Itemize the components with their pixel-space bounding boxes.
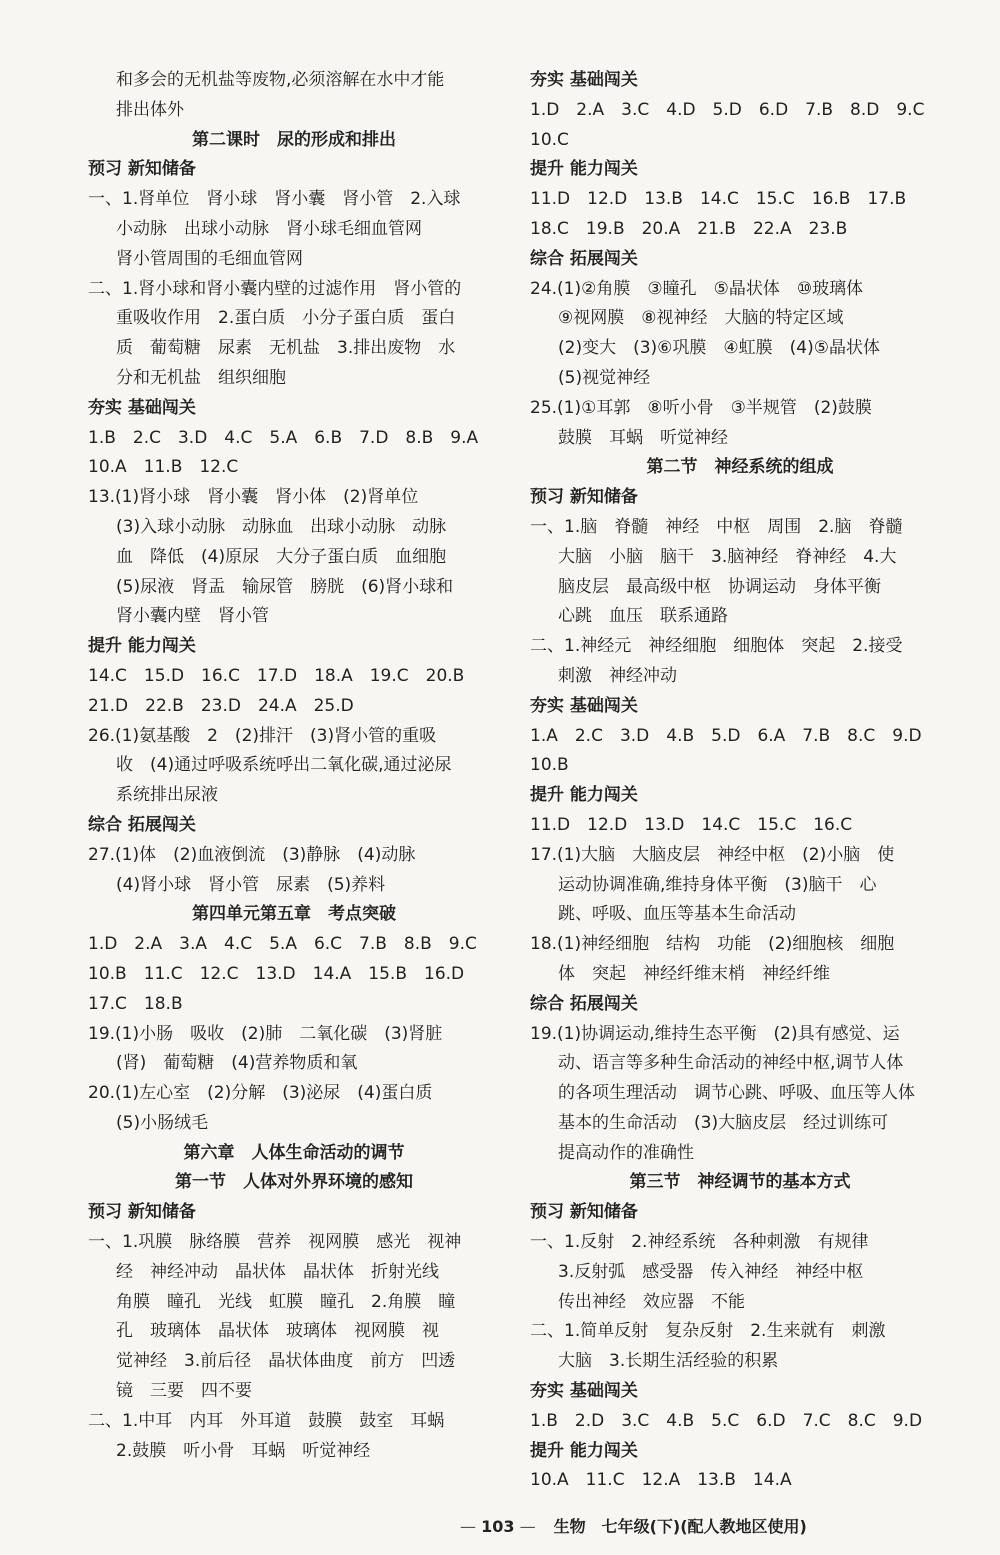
answer-line: 19.(1)小肠 吸收 (2)肺 二氧化碳 (3)肾脏 [88, 1023, 443, 1044]
answer-line: 一、1.肾单位 肾小球 肾小囊 肾小管 2.入球 [88, 189, 461, 210]
answer-line: 肾小管周围的毛细血管网 [116, 248, 303, 269]
answer-line: 体 突起 神经纤维末梢 神经纤维 [558, 963, 830, 984]
answer-line: 分和无机盐 组织细胞 [116, 367, 286, 388]
answer-line: 1.A 2.C 3.D 4.B 5.D 6.A 7.B 8.C 9.D [530, 725, 922, 746]
answer-line: 20.(1)左心室 (2)分解 (3)泌尿 (4)蛋白质 [88, 1083, 433, 1104]
answer-line: 10.B [530, 755, 569, 776]
answer-line: 11.D 12.D 13.B 14.C 15.C 16.B 17.B [530, 189, 907, 210]
answer-line: 27.(1)体 (2)血液倒流 (3)静脉 (4)动脉 [88, 844, 416, 865]
answer-line: 传出神经 效应器 不能 [558, 1291, 745, 1312]
answer-line: (5)视觉神经 [558, 367, 651, 388]
answer-line: 二、1.简单反射 复杂反射 2.生来就有 刺激 [530, 1321, 886, 1342]
subsection-heading: 夯实 基础闯关 [530, 695, 638, 716]
answer-line: (肾) 葡萄糖 (4)营养物质和氧 [116, 1053, 358, 1074]
section-title: 第六章 人体生命活动的调节 [183, 1142, 405, 1163]
answer-line: 14.C 15.D 16.C 17.D 18.A 19.C 20.B [88, 665, 465, 686]
answer-line: 10.A 11.B 12.C [88, 457, 239, 478]
answer-line: 二、1.神经元 神经细胞 细胞体 突起 2.接受 [530, 636, 903, 657]
answer-line: 26.(1)氨基酸 2 (2)排汗 (3)肾小管的重吸 [88, 725, 437, 746]
left-column [88, 66, 500, 1466]
answer-line: 二、1.肾小球和肾小囊内壁的过滤作用 肾小管的 [88, 278, 462, 299]
answer-line: (5)尿液 肾盂 输尿管 膀胱 (6)肾小球和 [116, 576, 454, 597]
answer-line: 24.(1)②角膜 ③瞳孔 ⑤晶状体 ⑩玻璃体 [530, 278, 864, 299]
answer-line: 17.(1)大脑 大脑皮层 神经中枢 (2)小脑 使 [530, 844, 895, 865]
answer-line: 跳、呼吸、血压等基本生命活动 [558, 904, 796, 925]
answer-line: 11.D 12.D 13.D 14.C 15.C 16.C [530, 814, 853, 835]
answer-line: 脑皮层 最高级中枢 协调运动 身体平衡 [558, 576, 881, 597]
subsection-heading: 预习 新知储备 [88, 1202, 196, 1223]
answer-line: 经 神经冲动 晶状体 晶状体 折射光线 [116, 1261, 439, 1282]
answer-line: 心跳 血压 联系通路 [558, 606, 728, 627]
answer-line: (5)小肠绒毛 [116, 1112, 209, 1133]
answer-line: 18.(1)神经细胞 结构 功能 (2)细胞核 细胞 [530, 934, 895, 955]
subsection-heading: 综合 拓展闯关 [530, 248, 638, 269]
answer-line: 一、1.巩膜 脉络膜 营养 视网膜 感光 视神 [88, 1232, 462, 1253]
answer-line: 角膜 瞳孔 光线 虹膜 瞳孔 2.角膜 瞳 [116, 1291, 456, 1312]
subsection-heading: 提升 能力闯关 [88, 636, 196, 657]
answer-line: 和多会的无机盐等废物,必须溶解在水中才能 [116, 70, 445, 90]
answer-line: 大脑 小脑 脑干 3.脑神经 脊神经 4.大 [558, 546, 897, 567]
subsection-heading: 夯实 基础闯关 [530, 70, 638, 90]
answer-line: 动、语言等多种生命活动的神经中枢,调节人体 [558, 1053, 904, 1074]
answer-line: 肾小囊内壁 肾小管 [116, 606, 269, 627]
subsection-heading: 预习 新知储备 [88, 159, 196, 180]
answer-line: 质 葡萄糖 尿素 无机盐 3.排出废物 水 [116, 338, 456, 359]
answer-line: 13.(1)肾小球 肾小囊 肾小体 (2)肾单位 [88, 487, 419, 508]
answer-line: 血 降低 (4)原尿 大分子蛋白质 血细胞 [116, 546, 447, 567]
subsection-heading: 提升 能力闯关 [530, 785, 638, 806]
subsection-heading: 预习 新知储备 [530, 487, 638, 508]
subsection-heading: 提升 能力闯关 [530, 159, 638, 180]
subsection-heading: 预习 新知储备 [530, 1202, 638, 1223]
answer-line: 孔 玻璃体 晶状体 玻璃体 视网膜 视 [116, 1321, 439, 1342]
answer-line: 一、1.脑 脊髓 神经 中枢 周围 2.脑 脊髓 [530, 516, 903, 537]
answer-line: 1.B 2.D 3.C 4.B 5.C 6.D 7.C 8.C 9.D [530, 1410, 923, 1431]
answer-line: 10.C [530, 129, 569, 150]
answer-line: 觉神经 3.前后径 晶状体曲度 前方 凹透 [116, 1351, 456, 1372]
page-number: 103 [481, 1517, 515, 1536]
section-title: 第一节 人体对外界环境的感知 [175, 1172, 413, 1193]
answer-line: 提高动作的准确性 [558, 1142, 694, 1163]
answer-line: 1.B 2.C 3.D 4.C 5.A 6.B 7.D 8.B 9.A [88, 427, 479, 448]
answer-line: 19.(1)协调运动,维持生态平衡 (2)具有感觉、运 [530, 1023, 900, 1044]
answer-line: 鼓膜 耳蜗 听觉神经 [558, 427, 728, 448]
section-title: 第四单元第五章 考点突破 [192, 904, 396, 925]
answer-line: 系统排出尿液 [116, 785, 218, 806]
answer-line: ⑨视网膜 ⑧视神经 大脑的特定区域 [558, 308, 844, 329]
answer-line: 一、1.反射 2.神经系统 各种刺激 有规律 [530, 1232, 869, 1253]
answer-line: 大脑 3.长期生活经验的积累 [558, 1351, 779, 1372]
answer-line: (3)入球小动脉 动脉血 出球小动脉 动脉 [116, 516, 447, 537]
subsection-heading: 综合 拓展闯关 [530, 993, 638, 1014]
section-title: 第三节 神经调节的基本方式 [629, 1172, 851, 1193]
answer-line: 刺激 神经冲动 [558, 665, 677, 686]
answer-line: 21.D 22.B 23.D 24.A 25.D [88, 695, 354, 716]
answer-line: 17.C 18.B [88, 993, 183, 1014]
right-column [530, 66, 950, 1496]
answer-line: 运动协调准确,维持身体平衡 (3)脑干 心 [558, 874, 877, 895]
footer-subject: 生物 七年级(下)(配人教地区使用) [553, 1517, 807, 1536]
answer-line: 的各项生理活动 调节心跳、呼吸、血压等人体 [558, 1083, 915, 1104]
answer-line: 基本的生命活动 (3)大脑皮层 经过训练可 [558, 1112, 889, 1133]
subsection-heading: 提升 能力闯关 [530, 1440, 638, 1461]
section-title: 第二节 神经系统的组成 [646, 457, 834, 478]
section-title: 第二课时 尿的形成和排出 [192, 129, 396, 150]
answer-line: 镜 三要 四不要 [116, 1381, 252, 1402]
answer-line: 18.C 19.B 20.A 21.B 22.A 23.B [530, 218, 848, 239]
subsection-heading: 综合 拓展闯关 [88, 814, 196, 835]
answer-line: 小动脉 出球小动脉 肾小球毛细血管网 [116, 218, 422, 239]
answer-line: 收 (4)通过呼吸系统呼出二氧化碳,通过泌尿 [116, 755, 452, 776]
answer-line: 2.鼓膜 听小骨 耳蜗 听觉神经 [116, 1440, 371, 1461]
answer-line: 二、1.中耳 内耳 外耳道 鼓膜 鼓室 耳蜗 [88, 1410, 445, 1431]
answer-line: 1.D 2.A 3.C 4.D 5.D 6.D 7.B 8.D 9.C [530, 99, 925, 120]
subsection-heading: 夯实 基础闯关 [530, 1381, 638, 1402]
answer-line: 3.反射弧 感受器 传入神经 神经中枢 [558, 1261, 864, 1282]
answer-line: 重吸收作用 2.蛋白质 小分子蛋白质 蛋白 [116, 308, 456, 329]
footer-dash-right: — [519, 1517, 536, 1536]
answer-line: (2)变大 (3)⑥巩膜 ④虹膜 (4)⑤晶状体 [558, 338, 880, 359]
answer-line: 10.A 11.C 12.A 13.B 14.A [530, 1470, 792, 1491]
page-footer [460, 1514, 1000, 1537]
answer-line: 25.(1)①耳郭 ⑧听小骨 ③半规管 (2)鼓膜 [530, 397, 872, 418]
answer-line: 排出体外 [116, 99, 184, 120]
footer-dash-left: — [460, 1517, 476, 1536]
subsection-heading: 夯实 基础闯关 [88, 397, 196, 418]
answer-line: 10.B 11.C 12.C 13.D 14.A 15.B 16.D [88, 963, 465, 984]
answer-line: 1.D 2.A 3.A 4.C 5.A 6.C 7.B 8.B 9.C [88, 934, 477, 955]
answer-line: (4)肾小球 肾小管 尿素 (5)养料 [116, 874, 386, 895]
